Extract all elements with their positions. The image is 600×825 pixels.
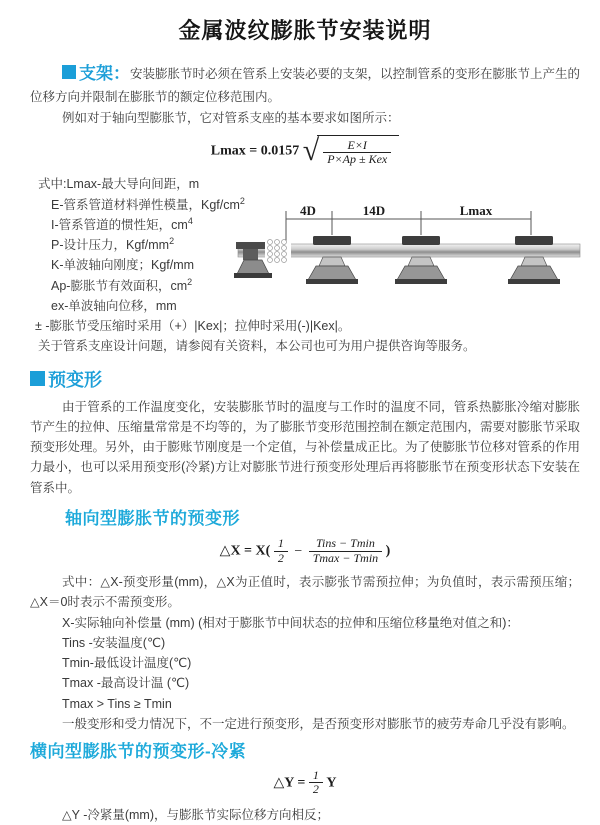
radical-sign-icon: √ bbox=[302, 134, 320, 168]
dx-frac1-den: 2 bbox=[277, 551, 284, 566]
section-square-icon bbox=[62, 65, 76, 79]
lateral-preform-subheading: 横向型膨胀节的预变形-冷紧 bbox=[30, 742, 247, 762]
definition-line: K-单波轴向刚度；Kgf/mm bbox=[51, 258, 195, 273]
axial-note: X-实际轴向补偿量 (mm) (相对于膨胀节中间状态的拉伸和压缩位移量绝对值之和)： bbox=[62, 615, 519, 630]
dx-formula-rhs: ) bbox=[385, 543, 391, 559]
dy-frac-num: 1 bbox=[309, 769, 323, 784]
definition-line: P-设计压力，Kgf/$mm^2$ bbox=[51, 235, 175, 252]
lmax-numerator: E×I bbox=[323, 139, 391, 154]
definition-line: Ap-膨胀节有效面积，$cm^2$ bbox=[51, 276, 193, 293]
page-title: 金属波纹膨胀节安装说明 bbox=[178, 18, 432, 43]
definition-line: ex-单波轴向位移，mm bbox=[51, 298, 177, 313]
dx-frac1-num: 1 bbox=[274, 537, 288, 552]
axial-note: Tmin-最低设计温度(℃) bbox=[62, 656, 192, 671]
minus-operator: − bbox=[294, 543, 303, 559]
preform-section-heading: 预变形 bbox=[48, 369, 102, 390]
sqrt-radical bbox=[303, 135, 399, 168]
support-intro-text: 安装膨胀节时必须在管系上安装必要的支架，以控制管系的变形在膨胀节上产生的位移方向并限制在膨胀节的额定位移范围内。 bbox=[30, 66, 581, 105]
axial-preform-subheading: 轴向型膨胀节的预变形 bbox=[65, 508, 240, 528]
dy-frac-den: 2 bbox=[312, 782, 319, 797]
dim-label-lmax: Lmax bbox=[459, 203, 493, 219]
axial-note: 一般变形和受力情况下，不一定进行预变形，是否预变形对膨胀节的疲劳寿命几乎没有影响。 bbox=[62, 716, 575, 731]
axial-note: 式中：△X-预变形量(mm)，△X为正值时，表示膨张节需预拉伸；为负值时，表示需预压缩；△X＝0时表示不需预变形。 bbox=[30, 575, 580, 610]
section-square-icon bbox=[30, 371, 45, 386]
saddle-support bbox=[395, 236, 447, 284]
pipe-support-diagram bbox=[234, 202, 586, 296]
dx-frac2-den: Tmax − Tmin bbox=[312, 551, 379, 566]
dim-label-4d: 4D bbox=[300, 203, 316, 219]
saddle-support bbox=[508, 236, 560, 284]
superscript: 2 bbox=[169, 235, 175, 246]
preform-section-heading-row bbox=[30, 366, 580, 395]
support-intro-paragraph bbox=[30, 60, 580, 108]
superscript: 2 bbox=[239, 195, 245, 206]
dx-formula-lhs: △X = X( bbox=[219, 543, 271, 559]
definition-line: ± -膨胀节受压缩时采用（+）|Kex|；拉伸时采用(-)|Kex|。 bbox=[35, 319, 351, 333]
axial-preform-formula bbox=[30, 537, 580, 566]
axial-note: Tmax > Tins ≥ Tmin bbox=[62, 696, 172, 711]
lmax-denominator: P×Ap ± Kex bbox=[327, 152, 388, 167]
definition-line: E-管系管道材料弹性模量，Kgf/$cm^2$ bbox=[51, 195, 245, 212]
lmax-formula-lhs: Lmax = 0.0157 bbox=[210, 143, 300, 159]
lateral-preform-formula bbox=[30, 769, 580, 798]
dy-formula-lhs: △Y = bbox=[273, 775, 306, 791]
superscript: 4 bbox=[187, 215, 193, 226]
support-section-heading: 支架： bbox=[79, 63, 130, 83]
definitions-and-diagram bbox=[30, 174, 580, 356]
dx-frac2-num: Tins − Tmin bbox=[309, 537, 382, 552]
saddle-support bbox=[306, 236, 358, 284]
lmax-formula bbox=[30, 135, 580, 168]
definition-line: 式中:Lmax-最大导向间距，m bbox=[38, 177, 200, 192]
definition-line: I-管系管道的惯性矩，$cm^4$ bbox=[51, 215, 193, 232]
dim-label-14d: 14D bbox=[362, 203, 386, 219]
lateral-note: △Y -冷紧量(mm)，与膨胀节实际位移方向相反； bbox=[62, 808, 330, 823]
preform-paragraph: 由于管系的工作温度变化，安装膨胀节时的温度与工作时的温度不同，管系热膨胀冷缩对膨胀节产生的拉伸、压缩量常常是不均等的，为了膨胀节变形范围控制在额定范围内，需要对膨胀节采取预变形处理。另外，由于膨账节刚度是一个定值，与补偿量成正比。为了使膨胀节位移对管系的作用力最小，也可以采用预变形(冷紧)方让对膨胀节进行预变形处理后再将膨胀节在预变形状态下安装在管系中。 bbox=[30, 399, 581, 495]
axial-note: Tins -安装温度(℃) bbox=[62, 635, 166, 650]
axial-note: Tmax -最高设计温 (℃) bbox=[62, 676, 190, 691]
superscript: 2 bbox=[187, 276, 193, 287]
dy-formula-rhs: Y bbox=[326, 775, 337, 791]
definition-line: 关于管系支座设计问题，请参阅有关资料，本公司也可为用户提供咨询等服务。 bbox=[38, 339, 476, 354]
support-example-line: 例如对于轴向型膨胀节，它对管系支座的基本要求如图所示： bbox=[62, 111, 400, 126]
